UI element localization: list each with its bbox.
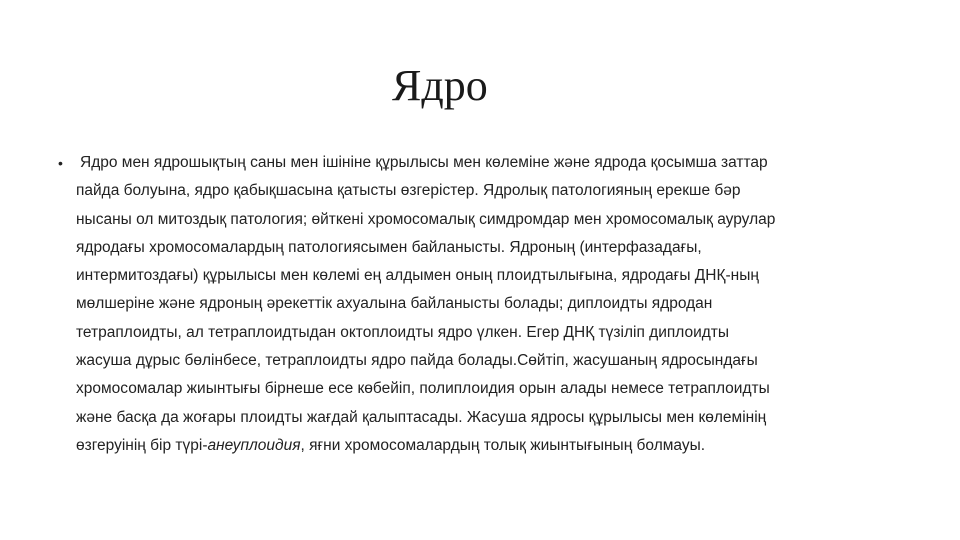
last-line-suffix: , яғни хромосомалардың толық жиынтығының болмауы. xyxy=(300,436,706,454)
paragraph-lines xyxy=(76,149,888,460)
text-line: жасуша дұрыс бөлінбесе, тетраплоидты ядро пайда болады.Сөйтіп, жасушаның ядросындағы xyxy=(76,352,758,370)
text-line: мөлшеріне және ядроның әрекеттік ахуалына байланысты болады; диплоидты ядродан xyxy=(76,295,713,313)
text-line: нысаны ол митоздық патология; өйткені хромосомалық симдромдар мен хромосомалық аурулар xyxy=(76,210,776,228)
text-line: Ядро мен ядрошықтың саны мен ішініне құрылысы мен көлеміне және ядрода қосымша заттар xyxy=(80,154,768,171)
text-line: интермитоздағы) құрылысы мен көлемі ең алдымен оның плоидтылығына, ядродағы ДНҚ-ның xyxy=(76,267,759,285)
text-line: тетраплоидты, ал тетраплоидтыдан октоплоидты ядро үлкен. Егер ДНҚ түзіліп диплоидты xyxy=(76,323,730,341)
text-line: пайда болуына, ядро қабықшасына қатысты өзгерістер. Ядролық патологияның ерекше бәр xyxy=(76,182,741,200)
last-line-prefix: өзгеруінің бір түрі- xyxy=(76,436,208,454)
slide-title: Ядро xyxy=(392,61,488,110)
italic-term: анеуплоидия xyxy=(207,436,301,454)
bullet-icon: • xyxy=(58,155,63,171)
text-line: және басқа да жоғары плоидты жағдай қалыптасады. Жасуша ядросы құрылысы мен көлемінің xyxy=(76,408,767,426)
text-line-last xyxy=(76,432,888,460)
text-line: ядродағы хромосомалардың патологиясымен байланысты. Ядроның (интерфазадағы, xyxy=(76,238,702,256)
text-line: хромосомалар жиынтығы бірнеше есе көбейіп, полиплоидия орын алады немесе тетраплоидты xyxy=(76,380,770,398)
bullet-paragraph xyxy=(58,149,888,460)
